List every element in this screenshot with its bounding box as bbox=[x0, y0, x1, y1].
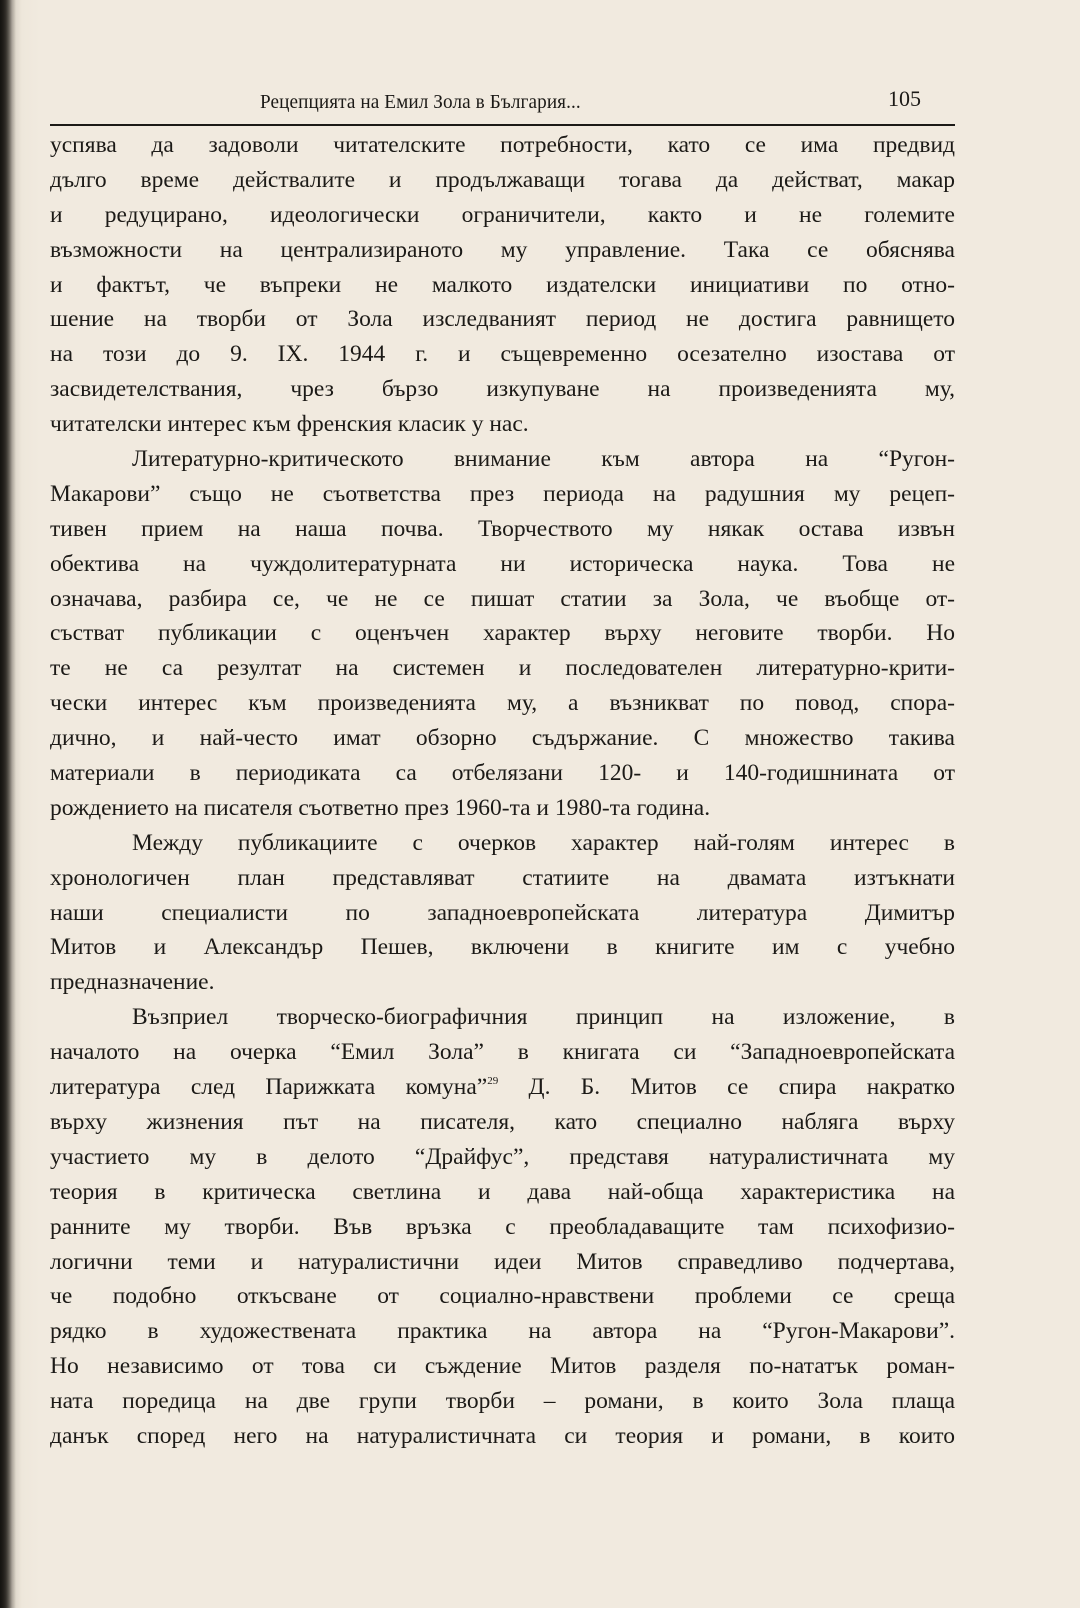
text-line: че подобно откъсване от социално-нравствени проблеми се среща bbox=[50, 1283, 955, 1310]
footnote-reference[interactable]: 29 bbox=[487, 1075, 499, 1088]
text-line: засвидетелствания, чрез бързо изкупуване на произведенията му, bbox=[50, 376, 955, 403]
text-line: Литературно-критическото внимание към автора на “Ругон- bbox=[132, 446, 955, 473]
text-line: на този до 9. IX. 1944 г. и същевременно осезателно изостава от bbox=[50, 341, 955, 368]
text-line: началото на очерка “Емил Зола” в книгата си “Западноевропейската bbox=[50, 1039, 955, 1066]
text-line: ната поредица на две групи творби – романи, в които Зола плаща bbox=[50, 1388, 955, 1415]
text-line: рождението на писателя съответно през 1960-та и 1980-та година. bbox=[50, 794, 711, 821]
running-title: Рецепцията на Емил Зола в България... bbox=[260, 91, 581, 113]
text-line: материали в периодиката са отбелязани 120- и 140-годишнината от bbox=[50, 760, 955, 787]
text-line: дълго време действалите и продължаващи тогава да действат, макар bbox=[50, 166, 955, 193]
text-line: участието му в делото “Драйфус”, представя натуралистичната му bbox=[50, 1143, 955, 1170]
text-line: читателски интерес към френския класик у нас. bbox=[50, 411, 529, 438]
text-line: наши специалисти по западноевропейската литература Димитър bbox=[50, 899, 955, 926]
text-line-with-footnote bbox=[50, 1070, 955, 1105]
text-line: успява да задоволи читателските потребности, като се има предвид bbox=[50, 132, 955, 158]
text-fragment: Д. Б. Митов се спира накратко bbox=[498, 1074, 955, 1101]
text-line: възможности на централизираното му управление. Така се обяснява bbox=[50, 236, 955, 263]
text-line: върху жизнения път на писателя, като специално набляга върху bbox=[50, 1108, 955, 1135]
running-head bbox=[50, 86, 955, 122]
header-rule bbox=[50, 124, 955, 126]
body-text bbox=[50, 128, 955, 1454]
text-fragment: литература след Парижката комуна” bbox=[50, 1074, 488, 1101]
text-line: състват публикации с оценъчен характер върху неговите творби. Но bbox=[50, 620, 955, 647]
paragraph bbox=[50, 442, 955, 826]
text-line: обектива на чуждолитературната ни историческа наука. Това не bbox=[50, 550, 955, 577]
page-number: 105 bbox=[888, 86, 921, 111]
book-spine-shadow bbox=[0, 0, 16, 1608]
text-line: те не са резултат на системен и последователен литературно-крити- bbox=[50, 655, 955, 682]
text-line: данък според него на натуралистичната си теория и романи, в които bbox=[50, 1422, 955, 1449]
text-line: логични теми и натуралистични идеи Митов справедливо подчертава, bbox=[50, 1248, 955, 1275]
text-line: чески интерес към произведенията му, а възникват по повод, спора- bbox=[50, 690, 955, 717]
text-line: Митов и Александър Пешев, включени в книгите им с учебно bbox=[50, 934, 955, 961]
paragraph bbox=[50, 1000, 955, 1454]
text-line: Възприел творческо-биографичния принцип на изложение, в bbox=[132, 1004, 955, 1031]
text-line: Но независимо от това си съждение Митов разделя по-нататък роман- bbox=[50, 1353, 955, 1380]
text-line: ранните му творби. Във връзка с преобладаващите там психофизио- bbox=[50, 1213, 955, 1240]
text-line: тивен прием на наша почва. Творчеството му някак остава извън bbox=[50, 515, 955, 542]
text-line: теория в критическа светлина и дава най-обща характеристика на bbox=[50, 1178, 955, 1205]
text-line: Макарови” също не съответства през периода на радушния му рецеп- bbox=[50, 480, 955, 507]
text-line: Между публикациите с очерков характер най-голям интерес в bbox=[132, 829, 955, 856]
text-line: дично, и най-често имат обзорно съдържание. С множество такива bbox=[50, 725, 955, 752]
text-line: и редуцирано, идеологически ограничители, както и не големите bbox=[50, 201, 955, 228]
text-line: означава, разбира се, че не се пишат статии за Зола, че въобще от- bbox=[50, 585, 955, 612]
text-line: рядко в художествената практика на автора на “Ругон-Макарови”. bbox=[50, 1318, 955, 1345]
text-line: предназначение. bbox=[50, 969, 215, 996]
paragraph bbox=[50, 128, 955, 442]
text-line: хронологичен план представляват статиите на двамата изтъкнати bbox=[50, 864, 955, 891]
paragraph bbox=[50, 826, 955, 1000]
text-line: шение на творби от Зола изследваният период не достига равнището bbox=[50, 306, 955, 333]
text-line: и фактът, че въпреки не малкото издателски инициативи по отно- bbox=[50, 271, 955, 298]
